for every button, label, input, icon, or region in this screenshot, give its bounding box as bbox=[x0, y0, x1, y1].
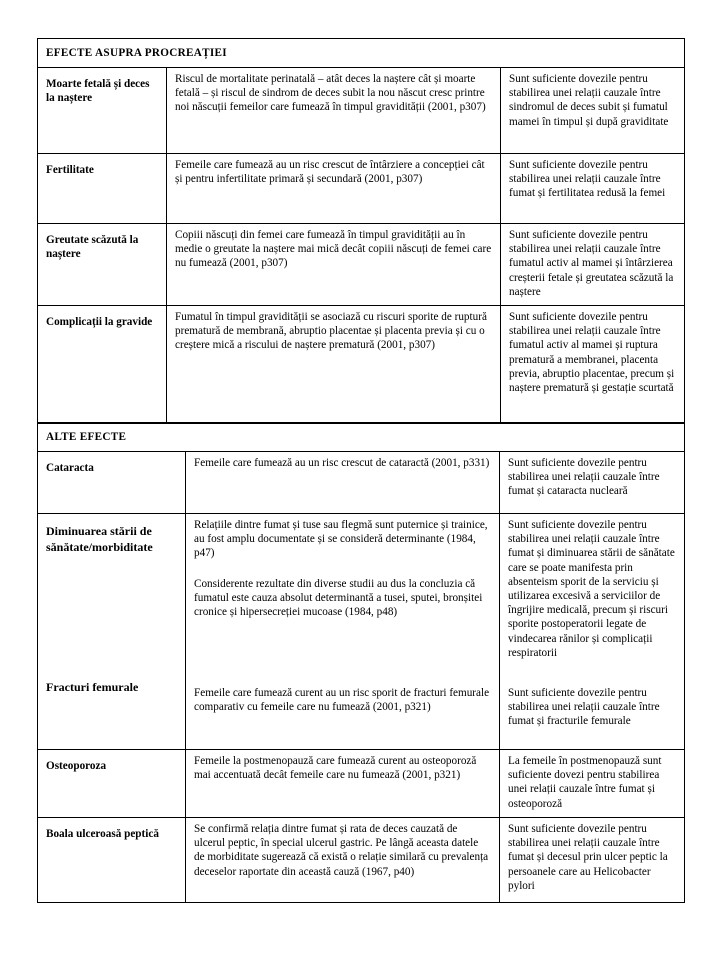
table-row bbox=[38, 68, 685, 154]
row-evidence: Sunt suficiente dovezile pentru stabilirea unei relații cauzale între sindromul de deces subit și fumatul mamei în timpul și după graviditate bbox=[501, 68, 685, 154]
section-title: ALTE EFECTE bbox=[38, 423, 685, 452]
row-description: Relațiile dintre fumat și tuse sau flegmă sunt puternice și trainice, au fost amplu documentate și se consideră determinante (1984, p47) bbox=[194, 519, 488, 560]
row-description: Femeile care fumează au un risc crescut de întârziere a concepției cât și pentru infertilitate primară și secundară (2001, p307) bbox=[167, 154, 501, 224]
row-label: Diminuarea stării de sănătate/morbiditate bbox=[46, 524, 153, 554]
row-evidence: Sunt suficiente dovezile pentru stabilirea unei relații cauzale între fumat și decesul prin ulcer peptic la persoanele care au Helicobacter pylori bbox=[500, 818, 685, 903]
row-label: Moarte fetală și deces la naștere bbox=[38, 68, 167, 154]
row-description: Femeile la postmenopauză care fumează curent au osteoporoză mai accentuată decât femeile care nu fumează (2001, p321) bbox=[186, 750, 500, 818]
row-description-cell bbox=[186, 514, 500, 750]
row-evidence-secondary: Sunt suficiente dovezile pentru stabilirea unei relații cauzale între fumat și fracturile femurale bbox=[508, 687, 660, 728]
procreation-effects-table bbox=[37, 38, 685, 424]
row-description: Fumatul în timpul gravidității se asociază cu riscuri sporite de ruptură prematură de membrană, abruptio placentae și placenta previa și cu o creștere mică a riscului de naștere prematură (2001, p307) bbox=[167, 306, 501, 424]
row-evidence: Sunt suficiente dovezile pentru stabilirea unei relații cauzale între fumatul activ al mamei și ruptura prematură a membranei, placenta previa, abruptio placentae, precum și naștere prematură și gestație scurtată bbox=[501, 306, 685, 424]
table-row bbox=[38, 514, 685, 750]
row-evidence: Sunt suficiente dovezile pentru stabilirea unei relații cauzale între fumat și diminuarea stării de sănătate care se poate manifesta prin absenteism sporit de la serviciu și utilizarea excesivă a serviciilor de îngrijire medicală, precum și riscuri sporite postoperatorii legate de vindecarea rănilor și complicații respiratorii bbox=[508, 519, 675, 659]
row-evidence: Sunt suficiente dovezile pentru stabilirea unei relații cauzale între fumat și cataracta nucleară bbox=[500, 452, 685, 514]
row-label-secondary: Fracturi femurale bbox=[46, 680, 139, 694]
table-row bbox=[38, 818, 685, 903]
row-description: Copiii născuți din femei care fumează în timpul gravidității au în medie o greutate la naștere mai mică decât copiii născuți de femei care nu fumează (2001, p307) bbox=[167, 224, 501, 306]
row-evidence: Sunt suficiente dovezile pentru stabilirea unei relații cauzale între fumatul activ al mamei și întârzierea creșterii fetale și greutatea scăzută la naștere bbox=[501, 224, 685, 306]
table-row bbox=[38, 154, 685, 224]
table-row bbox=[38, 750, 685, 818]
row-label: Cataracta bbox=[38, 452, 186, 514]
row-label-cell bbox=[38, 514, 186, 750]
row-evidence: La femeile în postmenopauză sunt suficiente dovezi pentru stabilirea unei relații cauzale între fumat și osteoporoză bbox=[500, 750, 685, 818]
row-description: Se confirmă relația dintre fumat și rata de deces cauzată de ulcerul peptic, în special ulcerul gastric. Pe lângă aceasta datele de morbiditate sugerează că există o relație similară cu prevalența deceselor raportate din această cauză (1967, p40) bbox=[186, 818, 500, 903]
row-label: Boala ulceroasă peptică bbox=[38, 818, 186, 903]
table-row bbox=[38, 452, 685, 514]
table-row bbox=[38, 224, 685, 306]
row-label: Fertilitate bbox=[38, 154, 167, 224]
row-evidence: Sunt suficiente dovezile pentru stabilirea unei relații cauzale între fumat și fertilitatea redusă la femei bbox=[501, 154, 685, 224]
row-label: Osteoporoza bbox=[38, 750, 186, 818]
row-description: Femeile care fumează au un risc crescut de cataractă (2001, p331) bbox=[186, 452, 500, 514]
table-row bbox=[38, 306, 685, 424]
row-description-secondary: Femeile care fumează curent au un risc sporit de fracturi femurale comparativ cu femeile care nu fumează (2001, p321) bbox=[194, 687, 490, 714]
section-header-row bbox=[38, 39, 685, 68]
row-description: Riscul de mortalitate perinatală – atât deces la naștere cât și moarte fetală – și riscul de sindrom de deces subit la nou născut cresc printre noi născuții femeilor care fumează în timpul gravidității (2001, p307) bbox=[167, 68, 501, 154]
section-header-row bbox=[38, 423, 685, 452]
row-label: Complicații la gravide bbox=[38, 306, 167, 424]
other-effects-table bbox=[37, 422, 685, 903]
row-description-continued: Considerente rezultate din diverse studii au dus la concluzia că fumatul este cauza absolut determinantă a tusei, sputei, bronșitei cronice și hipersecreției mucoase (1984, p48) bbox=[194, 577, 483, 619]
row-evidence-cell bbox=[500, 514, 685, 750]
section-title: EFECTE ASUPRA PROCREAȚIEI bbox=[38, 39, 685, 68]
row-label: Greutate scăzută la naștere bbox=[38, 224, 167, 306]
